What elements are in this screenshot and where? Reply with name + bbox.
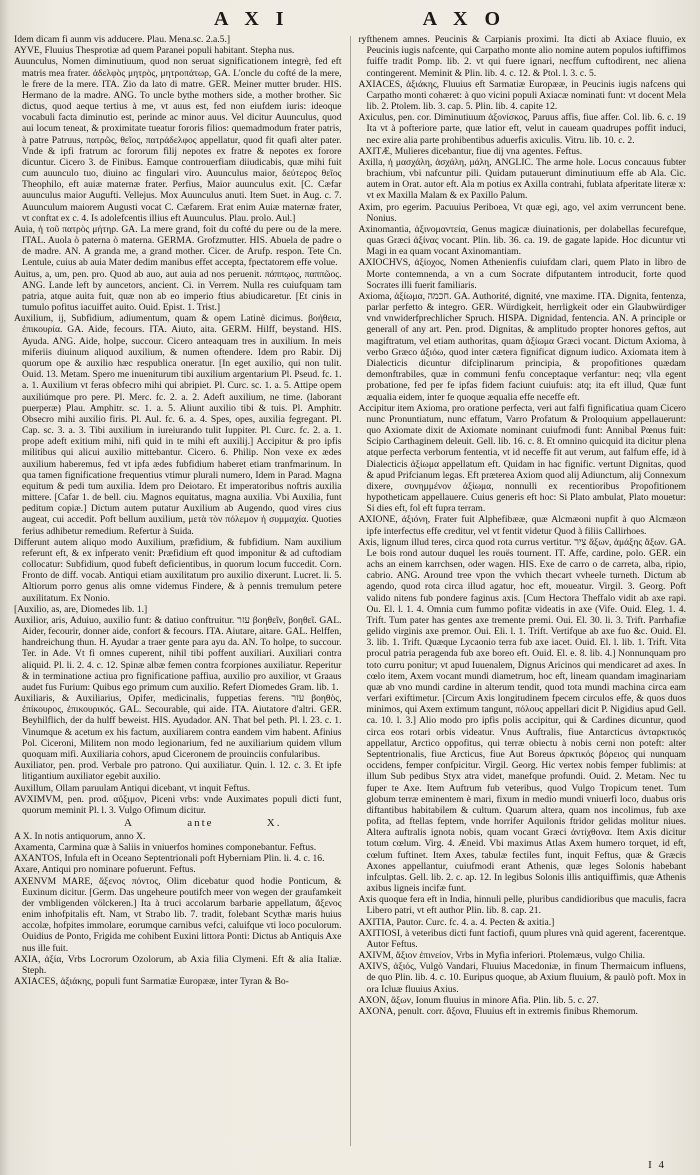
entry: Auitus, a, um, pen. pro. Quod ab auo, aut auia ad nos peruenit. πάππῳος, παππῶος. ANG. Lande left by auncetors, ancient. Ci. in Verrem. Nulla res cuiufquam tam patria, atque auita fuit, quæ non ab eo imperio ftius abiudicaretur. [Et cinis in tumulo pofitus iacuiffet auito. Ouid. Epist. 1. Trist.] xyxy=(14,268,342,314)
entry: Auxilior, aris, Aduiuo, auxilio funt: & datiuo conftruitur. עזר βοηθεῖν, βοηθεῖ. GAL. Aider, fecourir, donner aide, confort & fecours. ITA. Aiutare, aitare. GAL. Helffen, handreichung thun. H. Ayudar a traer gente para ayu da. AN. To holpe, to succour. Ter. in Ade. Vt fi omnes cuperent, nihil tibi poffent auxiliari. Auxiliari contra aliquid. Pl. li. 2. 4. c. 12. Spinæ albæ femen contra fcorpiones auxiliatur. Reperitur & in terminatione actiua pro fignificatione paffiua, auxilio pro auxilior, vt Graaus audet fus Furium: Quibus ego primum cum auxilio. Refert Diomedes Gram. lib. 1. xyxy=(14,614,342,693)
entry: Axis quoque fera eft in India, hinnuli pelle, pluribus candidioribus que maculis, facra Libero patri, vt eft author Plin. lib. 8. cap. 21. xyxy=(358,894,686,917)
entry: Auunculus, Nomen diminutiuum, quod non seruat significationem integrè, fed eft matris mea frater. ἀδελφὸς μητρὸς, μητροπάτωρ, GA. L'oncle du cofté de la mere, le frere de la mere. ITA. Zio da lato di matre. GER. Meiner mutter bruder. HIS. Hermano de la madre. ANG. To uncle bythe mothers side, a mother brother. Sic dictus, quod aeque tertius à me, vt auus est, fed non eiufdem iuris: ideoque vocabuli facta diminutio est, perinde ac minor auus. Vel dicitur Auunculus, quod aui locum teneat, & proximitate tueatur fororis filios: quemadmodum frater patris, à patre Patruus, πατρῶς, θεῖος, πατράδελφος appellatur, quod fit quafi alter pater. Vnde & ipfi fratrum ac fororum filij nepotes ex fratre & nepotes ex forore dicuntur. Cicero 3. de Finibus. Eamque controuerfiam diiudicabis, quæ mihi fuit cum auunculo tuo, diuino ac fingulari viro. Auunculus maior, δεύτερος θεῖος Theophilo, eft auiæ maternæ frater. Perfius, Maior auunculus exit. [C. Cæfar auunculus maior Augufti. Vellejus. Mox Auunculus anuti. Item Suet. in Aug. c. 7. Auunculum maiorem Augusti vocat C. Cæfarem. Erat enim Auiæ maternæ frater, vt conftat ex c. 4. Is adolefcentis illius eft Auunculus. Plau. prolo. Aul.] xyxy=(14,56,342,224)
entry: AXIACES, ἀξιάκης, Fluuius eft Sarmatiæ Europææ, in Peucinis iugis nafcens qui Carpatho monti cohæret: à quo vicini populi Axiacæ nominati funt: vt docent Mela lib. 2. Ptolem. lib. 3. cap. 5. Plin. lib. 4. capite 12. xyxy=(358,78,686,113)
divider-letter: A xyxy=(124,817,134,830)
entry: AXIA, ἀξία, Vrbs Locrorum Ozolorum, ab Axia filia Clymeni. Eft & alia Italiæ. Steph. xyxy=(14,953,342,976)
entry: [Auxilio, as, are, Diomedes lib. 1.] xyxy=(14,603,148,615)
entry: Auxiliaris, & Auxiliarius, Opifer, medicinalis, fuppetias ferens. עזר βοηθὸς, ἐπίκουρος, ἐπικουρικός. GAL. Secourable, qui aide. ITA. Aiutatore d'altri. GER. Beyhilflich, der da hulff beweist. HIS. Ayudador. AN. That bel peth. Pl. l. 23. c. 1. Vinumque & acetum ex his factum, auxiliarem contra eandem vim habent. Afinius Pol. Ciceroni, Militem non modo legionarium, fed ne auxiliarium quidem vllum quoquam mifi. Auxiliaria cohors, apud Ciceronem de prouinciis confularibus. xyxy=(14,693,342,760)
entry: AXIOCHVS, ἀξίοχος, Nomen Athenienfis cuiufdam clari, quem Plato in libro de Morte contemnenda, a vn a cum Socrate difputantem introducit, forte quod Socrates illi fuerit familiaris. xyxy=(358,257,686,291)
entry: Auxillum, Ollam paruulam Antiqui dicebant, vt inquit Feftus. xyxy=(14,782,251,794)
entry: AXITIA, Pautor. Curc. fc. 4. a. 4. Pecten & axitia.] xyxy=(358,916,555,928)
entry: Axinomantia, ἀξινομαντεία, Genus magicæ diuinationis, per dolabellas fecurefque, quas Græci ἀξίνας vocant. Plin. lib. 36. ca. 19. de gagate lapide. Hoc dicuntur vti Magi in ea quam vocant Axinomantiam. xyxy=(358,223,686,258)
right-column xyxy=(358,34,686,1146)
entry: Auxiliator, pen. prod. Verbale pro patrono. Qui auxiliatur. Quin. l. 12. c. 3. Et ipfe litigantium auxiliator egebit auxilio. xyxy=(14,760,342,783)
entry: AXON, ἄξων, Ionum fluuius in minore Afia. Plin. lib. 5. c. 27. xyxy=(358,994,599,1006)
section-divider xyxy=(14,817,342,830)
entry: AXITIOSI, à veteribus dicti funt factiofi, quum plures vnà quid agerent, facerentque. Autor Feftus. xyxy=(358,927,686,950)
entry: AXIONE, ἀξιόνη, Frater fuit Alphefibææ, quæ Alcmæoni nupfit à quo Alcmæon ipfe interfectus effe creditur, vel vt fentit videtur Quod à filiis Callirhoes. xyxy=(358,514,686,537)
two-column-body xyxy=(14,34,686,1146)
entry: AXITÆ, Mulieres dicebantur, fiue dij vna agentes. Feftus. xyxy=(358,145,583,157)
divider-word: ante xyxy=(187,817,214,830)
right-running-head: A X O xyxy=(422,8,506,30)
page-gutter-shadow xyxy=(0,0,10,1175)
entry: AXIVM, ἄξιον ἐπινείον, Vrbs in Myfia inferiori. Ptolemæus, vulgo Chilia. xyxy=(358,950,645,962)
entry: Accipitur item Axioma, pro oratione perfecta, veri aut falfi fignificatiua quam Cicero nunc Pronuntiatum, nunc effatum, Varro Profatum & Proloquium appellauerunt: quo Axiomate dixit de Axiomate nominant cuiufmodi funt: Annibal Pœnus fuit: Scipio Carthaginem deleuit. Gell. lib. 16. c. 8. Et omnino quicquid ita dicitur plena atque perfecta verborum fententia, vt id neceffe fit aut verum, aut falfum effe, id à Dialecticis ἀξίωμα appellatum eft. Quidam in hac fignific. vertunt Dignitas, quod & apud Prifcianum legas. Eft præterea Axiom quod alij Adiunctum, alij Connexum dixere, συνημμένον ἀξίωμα, nonnulli ex recentioribus Propofitionem hypotheticam appellauere. Cuius generis eft hoc: Si Plato ambulat, Plato mouetur: Si dies eft, fol eft fupra terram. xyxy=(358,402,686,515)
left-column xyxy=(14,34,342,1146)
entry: Axare, Antiqui pro nominare pofuerunt. Feftus. xyxy=(14,864,196,876)
entry: Axamenta, Carmina quæ à Saliis in vniuerfos homines componebantur. Feftus. xyxy=(14,842,317,854)
entry: Axim, pro egerim. Pacuuius Periboea, Vt quæ egi, ago, vel axim verruncent bene. Nonius. xyxy=(358,201,686,224)
entry: ryfthenem amnes. Peucinis & Carpianis proximi. Ita dicti ab Axiace fluuio, ex Peucinis iugis nafcente, qui Carpatho monte alio nomine autem populos iuftiffimos fuiffe tradit Pomp. lib. 2. vt qui fuere ignari, necffum cuftodirent, nec aliena contingerent. Meminit & Plin. lib. 4. c. 12. & Ptol. l. 3. c. 5. xyxy=(358,34,686,79)
entry: AXIACES, ἀξιάκης, populi funt Sarmatiæ Europææ, inter Tyran & Bo- xyxy=(14,976,289,988)
column-rule xyxy=(350,36,351,1146)
entry: Auia, ἡ τοῦ πατρὸς μήτηρ. GA. La mere grand, foit du cofté du pere ou de la mere. ITAL. Auola ò paterna ò materna. GERMA. Grofzmutter. HIS. Abuela de padre o de madre. AN. A granda me, a grand mother. Cicer. de Arufp. respon. Tete Cn. Lentule, cuius ab auia Mater dedim manibus effet accepta, fpectatorem effe volue. xyxy=(14,223,342,269)
running-header xyxy=(14,8,686,34)
entry: AXIVS, ἀξιός, Vulgò Vandari, Fluuius Macedoniæ, in finum Thermaicum influens, de quo Plin. lib. 4. c. 10. Euripus quoque, ab Axium fluuium, & paulò poft. Mox in ora Icluæ fluuius Axius. xyxy=(358,961,686,995)
entry: Differunt autem aliquo modo Auxilium, præfidium, & fubfidium. Nam auxilium referunt eft, & ex infperato venit: Præfidium eft quod imponitur & ad cuftodiam collocatur: Subfidium, quod fubeft deficientibus, in quorum locum fuccedit. Corn. Fronto de diff. vocab. Antiqui etiam auxilitatum pro auxilio dixerunt. Lucret. li. 5. Altiorum porro genus alis omne videmus Findere, & à pennis tremulum petere auxilitatum. Ex Nonio. xyxy=(14,536,342,604)
entry: AVXIMVM, pen. prod. αὔξιμον, Piceni vrbs: vnde Auximates populi dicti funt, quorum meminit Pl. l. 3. Vulgo Ofimum dicitur. xyxy=(14,793,342,816)
entry: Idem dicam fi aunm vis adducere. Plau. Mena.sc. 2.a.5.] xyxy=(14,34,231,45)
signature-mark: I 4 xyxy=(648,1159,666,1171)
left-running-head: A X I xyxy=(214,8,290,30)
entry: Auxilium, ij, Subfidium, adiumentum, quam & opem Latinè dicimus. βοήθεια, ἐπικουρία. GA. Aide, fecours. ITA. Aiuto, aita. GERM. Hilff, beystand. HIS. Ayuda. ANG. Aide, holpe, succour. Cicero anteaquam tres in auxilium. In meis miferiis diuinum aliquod auxilium, & numen oftendere. Idem pro Rabir. Dij quorum ope & auxilio hæc respublica oneratur. [In eget auxilio, qui non tulit. Ouid. 13. Metam. Spero me inueniturum tibi auxilium argentarium Pl. Pseud. fc. 1. a. 1. Auxilium vt feras obfecro mihi qui abripiet. Pl. Curc. sc. 1. a. 5. Attipe opem auxiliúmque pro pere. Pl. Merc. fc. 2. a. 2. Adeft auxilium, ne time. (laborant puerperæ) Plau. Amphitr. sc. 1. a. 5. Aliunt auxilio tibi & tuis. Pl. Amphitr. Obsecro mihi auxilio firis. Pl. Aul. fc. 6. a. 4. Spes, opes, auxilia fegregant. Pl. Cap. sc. 3. a. 3. Tibi auxilium in iureiurando tulit Iuppiter. Pl. Curc. fc. 2. a. 1. prope adeft exitium mihi, nifi quid in te mihi eft auxilij.] Accipitur & pro ipfis militibus qui alicui auxilio mittebantur. Cicero. 6. Philip. Non vexe ex ædes auxilium haberemus, fed vt ipfa ædes fubfidium haberet etiam tranfmarinum. In qua tamen fignificatione frequentius vtimur plurali numero, Idem in Parad. Magna equitum & pedi tum auxilia. Idem pro Deiotaro. Et imperatoribus noftris auxilia mittere. [Cafar 1. de bell. ciu. Magnos equitatus, magna auxilia. Vbi Auxilia, funt peditum copiæ.] Dictum autem putatur Auxilium ab Augendo, quod vires cius augeat, cui accedit. Poft bellum auxilium, μετὰ τὸν πόλεμον ἡ συμμαχία. Quoties ferius adhibetur remedium. Refertur à Suida. xyxy=(14,313,342,537)
entry: Axiculus, pen. cor. Diminutiuum ἀξονίσκος, Paruus affis, fiue affer. Col. lib. 6. c. 19 Ita vt à pofteriore parte, quæ latior eft, velut in caueam quadrupes poffit induci, nec exire alia parte prohibentibus aduerfis axiculis. Vitru. lib. 10. c. 2. xyxy=(358,112,686,146)
entry: AXANTOS, Infula eft in Oceano Septentrionali poft Hyberniam Plin. li. 4. c. 16. xyxy=(14,853,325,865)
entry: Axioma, ἀξίωμα, חכמה. GA. Authorité, dignité, vne maxime. ITA. Dignita, fentenza, parlar perfetto & integro. GER. Würdigkeit, herrligkeit oder ein Glaubwürdiger vnd vnwiderfprechlicher Spruch. HISPA. Dignidad, fentencia. AN. A principle or generall of any art. Pen. prod. Dignitas, & amplitudo propter honores geftos, aut magiftratum, vel etiam authoritas, quam ἀξίωμα Græci vocant. Dictum Axioma, à verbo Græco ἀξιόω, quod inter cætera fignificat dignum iudico. Axiomata item à Dialecticis dicuntur difciplinarum principia, & propofitiones quædam demonftrabiles, quæ in communi fenfu conceptaque verfantur: neq; vlla egent probatione, fed per fe ipfas fidem faciunt cuiufuis: atq; ita eft illud, Quæ funt æqualia eidem, inter fe quoque æqualia effe neceffe eft. xyxy=(358,290,686,403)
entry: AYVE, Fluuius Thesprotiæ ad quem Paranei populi habitant. Stepha nus. xyxy=(14,45,295,57)
entry: AXENVM MARE, ἄξενος πόντος, Olim dicebatur quod hodie Ponticum, & Euxinum dicitur. [Germ. Das ungeheure poutifch meer von wegen der graufamkeit der vmbligenden völckeren.] Ita à truci accolarum barbarie appellatum, ἄξενος enim inhofpitalis eft. Nam, vt Strabo lib. 7. tradit, folebant Scythæ maris huius accolæ, hofpites immolare, eorumque carnibus vefci, caluifque vti loco poculorum. Ouidius de Ponto, Frigida me cohibent Euxini littora Ponti: Dictus ab Antiquis Axe nus ille fuit. xyxy=(14,875,342,954)
entry: Axis, lignum illud teres, circa quod rota currus vertitur. צִיר ἄξων, ἁμάξης ἄξων. GA. Le bois rond autour duquel les rouës tournent. IT. Affe, cardine, polo. GER. ein achs an einem karrchsen, oder wagen. HIS. Exe de carro o de carreta, alba, ripio, cabrio. ANG. Around tree vpon the vvhich thecart vvheele turneth. Dictum ab agendo, quod rota circa illud agatur, hoc eft, moueatur. Virgil. 3. Georg. Poft valido nitens fub pondere faginus axis. [Cum Hectora Theffalo vidit ab axe rapi. Ou. El. l. 1. 4. Omnia cum fummo pofitæ videatis in axe (Vife. Ouid. Eleg. 1. 4. Trift. Tum pater has gentes axe tremente premi. Oui. El. 30. li. 3. Trift. Parrhafiæ gelido virginis axe premor. Oui. Eli. l. 1. Trift. Vertifque ab axe fuo &c. Ouid. El. 3. lib. 1. Trift. Quæque Lycaonio terra fub axe iacet. Ouid. El. l. lib. 1. Trift. Vita procul patria peragenda fub axe boreo eft. Ouid. El. e. 8. lib. 4.] Nonnunquam pro toto curru ponitur; vt apud Iuuenalem, Dignus Aricinos qui mendicaret ad axes. In cœlo item, Axem vocant mundi diametrum, hoc eft, lineam quandam imaginariam quæ ab vno mundi cardine in alterum tendit, quod tota mundi machina circa eam verfari exiftimetur. [Circum Axis longitudinem fpecem circulos effe, & quos duos minimos, qui Axem extimum tangunt, πόλους appellari dicit P. Nigidius apud Gell. ca. 10. l. 3.] Alio modo pro ipfis polis accipitur, qui & Cardines dicuntur, quod circa eos rotari orbis videatur. Vnus Auftralis, fiue Antarcticus ἀνταρκτικός appellatur, Arctico oppofitus, qui terræ obiectu à nobis cerni non poteft: alter Septentrionalis, fiue Arcticus, fiue Aut Boreus ἀρκτικός βόρειος qui nunquam occidens, femper confpicitur. Virgil. Georg. Hic vertex nobis femper fublimis: at illum Sub pedibus Styx atra videt, manefque profundi. Ouid. 2. Metam. Nec tu fuper te Axe. Item Auftrum fub veteribus, quod Vulgo Tropicum tenet. Tum globum terræ eminentem è mari, fixum in medio mundi vniuerfi loco, duabus oris diftantibus habitabilem & cultum. Quarum altera, quam nos incolimus, fub axe pofita, ad ftellas feptem, vnde horrifer Aquilonis ftridor gelidas molitur niues. Altera auftralis ignota nobis, quam vocant Græci ἀντίχθονα. Item Axis dicitur totum cœlum. Virg. 4. Æneid. Vbi maximus Atlas Axem humero torquet, id eft, cœlum fuftinet. Item Axes, tabulæ fectiles funt, inquit Feftus, quæ & Græcis Axones appellantur, cuiufmodi erant Athenis, quæ leges Solonis habebant infculptas. Gell. lib. 2. c. ap. 12. In legibus Solonis illis antiquiffimis, quæ Athenis axibus ligneis incifæ funt. xyxy=(358,536,686,895)
entry: AXONA, penult. corr. ἄξονα, Fluuius eft in extremis finibus Rhemorum. xyxy=(358,1005,638,1017)
divider-letter: X. xyxy=(266,817,282,830)
entry: Axilla, ἡ μασχάλη, ἀσχάλη, μάλη, ANGLIC. The arme hole. Locus concauus fubter brachium, vbi nafcuntur pili. Quidam putauerunt diminutiuum effe ab Ala. Cic. autem in Orat. autor eft. Ala m potius ex Axilla contrahi, fublata afperitate literæ x: vt ex Maxilla Malam & ex Paxillo Palum. xyxy=(358,156,686,202)
entry: A X. In notis antiquorum, anno X. xyxy=(14,830,146,842)
